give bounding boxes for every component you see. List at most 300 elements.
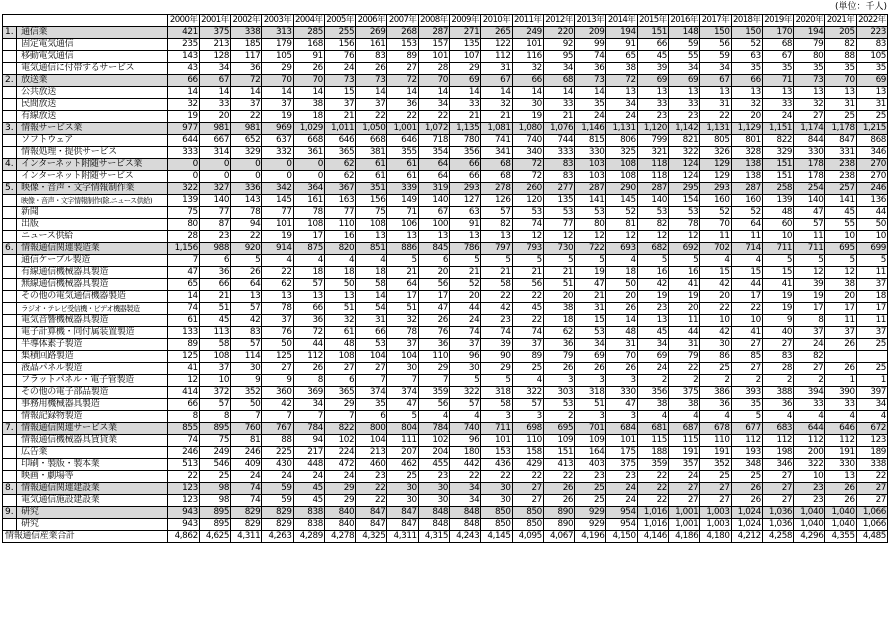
value-cell: 26 — [543, 363, 574, 375]
subcategory-row — [3, 135, 888, 147]
value-cell: 32 — [387, 315, 418, 327]
value-cell: 82 — [794, 351, 825, 363]
value-cell: 27 — [387, 63, 418, 75]
year-header: 2014年 — [607, 15, 636, 25]
value-cell: 442 — [450, 459, 481, 471]
value-cell: 112 — [762, 435, 793, 447]
value-cell: 50 — [324, 279, 355, 291]
value-cell: 29 — [262, 63, 293, 75]
row-number — [3, 51, 17, 63]
value-cell: 11 — [794, 231, 825, 243]
value-cell: 25 — [512, 363, 543, 375]
row-number — [3, 231, 17, 243]
value-cell: 333 — [543, 147, 574, 159]
value-cell: 20 — [450, 291, 481, 303]
value-cell: 18 — [293, 111, 324, 123]
value-cell: 30 — [387, 495, 418, 507]
value-cell: 277 — [543, 183, 574, 195]
value-cell: 26 — [825, 363, 856, 375]
value-cell: 118 — [637, 171, 668, 183]
value-cell: 126 — [481, 195, 512, 207]
value-cell: 108 — [356, 219, 387, 231]
value-cell: 88 — [262, 435, 293, 447]
value-cell: 21 — [199, 291, 230, 303]
value-cell: 24 — [606, 111, 637, 123]
value-cell: 42 — [700, 327, 731, 339]
value-cell: 112 — [293, 351, 324, 363]
value-cell: 57 — [231, 339, 262, 351]
value-cell: 59 — [700, 51, 731, 63]
value-cell: 1,001 — [387, 123, 418, 135]
value-cell: 13 — [606, 87, 637, 99]
value-cell: 4,355 — [825, 531, 856, 543]
value-cell: 78 — [387, 327, 418, 339]
value-cell: 22 — [481, 291, 512, 303]
value-cell: 72 — [606, 75, 637, 87]
value-cell: 102 — [418, 435, 449, 447]
value-cell: 81 — [231, 435, 262, 447]
value-cell: 83 — [543, 159, 574, 171]
value-cell: 24 — [606, 495, 637, 507]
value-cell: 10 — [199, 375, 230, 387]
value-cell: 127 — [450, 195, 481, 207]
row-label: 通信業 — [17, 27, 168, 39]
value-cell: 53 — [543, 207, 574, 219]
value-cell: 44 — [856, 207, 887, 219]
value-cell: 164 — [575, 447, 606, 459]
value-cell: 6 — [356, 411, 387, 423]
value-cell: 154 — [668, 195, 699, 207]
value-cell: 338 — [231, 27, 262, 39]
value-cell: 29 — [324, 483, 355, 495]
value-cell: 4,278 — [324, 531, 355, 543]
value-cell: 52 — [606, 207, 637, 219]
value-cell: 14 — [606, 315, 637, 327]
value-cell: 38 — [668, 399, 699, 411]
value-cell: 209 — [575, 27, 606, 39]
row-number — [3, 519, 17, 531]
value-cell: 4 — [731, 255, 762, 267]
row-number — [3, 39, 17, 51]
value-cell: 929 — [575, 519, 606, 531]
row-number — [3, 207, 17, 219]
value-cell: 333 — [168, 147, 199, 159]
value-cell: 33 — [762, 99, 793, 111]
value-cell: 19 — [637, 291, 668, 303]
subcategory-row — [3, 519, 888, 531]
value-cell: 0 — [293, 171, 324, 183]
value-cell: 108 — [293, 219, 324, 231]
value-cell: 56 — [512, 279, 543, 291]
value-cell: 47 — [794, 207, 825, 219]
value-cell: 1,016 — [637, 519, 668, 531]
value-cell: 16 — [637, 267, 668, 279]
value-cell: 24 — [794, 339, 825, 351]
year-header: 2010年 — [482, 15, 511, 25]
value-cell: 805 — [700, 135, 731, 147]
value-cell: 730 — [543, 243, 574, 255]
value-cell: 30 — [481, 495, 512, 507]
value-cell: 339 — [387, 183, 418, 195]
value-cell: 27 — [356, 363, 387, 375]
value-cell: 191 — [668, 447, 699, 459]
value-cell: 39 — [794, 279, 825, 291]
value-cell: 26 — [293, 363, 324, 375]
value-cell: 329 — [231, 147, 262, 159]
value-cell: 18 — [543, 315, 574, 327]
value-cell: 829 — [262, 519, 293, 531]
value-cell: 13 — [731, 87, 762, 99]
value-cell: 33 — [450, 99, 481, 111]
subcategory-row — [3, 363, 888, 375]
value-cell: 4,212 — [731, 531, 762, 543]
value-cell: 981 — [199, 123, 230, 135]
value-cell: 77 — [262, 207, 293, 219]
subcategory-row — [3, 87, 888, 99]
value-cell: 53 — [512, 207, 543, 219]
subcategory-row — [3, 147, 888, 159]
value-cell: 15 — [731, 267, 762, 279]
value-cell: 1,080 — [512, 123, 543, 135]
value-cell: 513 — [168, 459, 199, 471]
value-cell: 74 — [231, 495, 262, 507]
value-cell: 11 — [856, 267, 887, 279]
value-cell: 1,131 — [700, 123, 731, 135]
row-label: 公共放送 — [17, 87, 168, 99]
value-cell: 28 — [762, 363, 793, 375]
row-number — [3, 255, 17, 267]
value-cell: 31 — [481, 63, 512, 75]
value-cell: 4 — [356, 255, 387, 267]
value-cell: 45 — [512, 303, 543, 315]
value-cell: 0 — [262, 159, 293, 171]
value-cell: 19 — [262, 111, 293, 123]
value-cell: 9 — [231, 375, 262, 387]
value-cell: 13 — [324, 291, 355, 303]
value-cell: 112 — [731, 435, 762, 447]
value-cell: 403 — [575, 459, 606, 471]
value-cell: 21 — [450, 267, 481, 279]
value-cell: 293 — [700, 183, 731, 195]
value-cell: 45 — [199, 315, 230, 327]
value-cell: 47 — [606, 399, 637, 411]
value-cell: 72 — [387, 75, 418, 87]
value-cell: 13 — [825, 87, 856, 99]
value-cell: 393 — [731, 387, 762, 399]
value-cell: 74 — [575, 51, 606, 63]
value-cell: 29 — [481, 363, 512, 375]
value-cell: 5 — [481, 375, 512, 387]
value-cell: 287 — [637, 183, 668, 195]
value-cell: 4,180 — [700, 531, 731, 543]
row-label: 情報通信機械器具賃貸業 — [17, 435, 168, 447]
value-cell: 4 — [794, 411, 825, 423]
value-cell: 43 — [168, 63, 199, 75]
value-cell: 47 — [418, 303, 449, 315]
value-cell: 460 — [356, 459, 387, 471]
subcategory-row — [3, 387, 888, 399]
value-cell: 89 — [387, 51, 418, 63]
value-cell: 57 — [293, 279, 324, 291]
value-cell: 850 — [481, 507, 512, 519]
value-cell: 178 — [794, 171, 825, 183]
row-label: その他の電子部品製造 — [17, 387, 168, 399]
value-cell: 295 — [668, 183, 699, 195]
value-cell: 205 — [825, 27, 856, 39]
value-cell: 314 — [199, 147, 230, 159]
value-cell: 914 — [262, 243, 293, 255]
value-cell: 13 — [481, 231, 512, 243]
value-cell: 37 — [262, 315, 293, 327]
value-cell: 17 — [387, 291, 418, 303]
value-cell: 105 — [262, 51, 293, 63]
year-header: 2003年 — [263, 15, 292, 25]
value-cell: 9 — [262, 375, 293, 387]
value-cell: 53 — [668, 207, 699, 219]
value-cell: 104 — [356, 351, 387, 363]
value-cell: 390 — [825, 387, 856, 399]
row-number — [3, 411, 17, 423]
value-cell: 37 — [856, 279, 887, 291]
row-label: 広告業 — [17, 447, 168, 459]
value-cell: 5 — [856, 255, 887, 267]
value-cell: 36 — [418, 339, 449, 351]
value-cell: 388 — [762, 387, 793, 399]
value-cell: 26 — [418, 315, 449, 327]
value-cell: 78 — [668, 219, 699, 231]
value-cell: 7 — [293, 411, 324, 423]
value-cell: 64 — [231, 279, 262, 291]
value-cell: 9 — [762, 315, 793, 327]
year-header: 2006年 — [357, 15, 386, 25]
value-cell: 125 — [168, 351, 199, 363]
row-number — [3, 447, 17, 459]
value-cell: 740 — [512, 135, 543, 147]
value-cell: 822 — [324, 423, 355, 435]
value-cell: 96 — [450, 351, 481, 363]
value-cell: 61 — [387, 159, 418, 171]
value-cell: 701 — [575, 423, 606, 435]
value-cell: 50 — [606, 279, 637, 291]
value-cell: 163 — [324, 195, 355, 207]
row-label: その他の電気通信機器製造 — [17, 291, 168, 303]
value-cell: 78 — [293, 207, 324, 219]
row-number: 2. — [3, 75, 17, 87]
value-cell: 34 — [450, 483, 481, 495]
value-cell: 30 — [700, 339, 731, 351]
value-cell: 365 — [324, 147, 355, 159]
value-cell: 285 — [293, 27, 324, 39]
value-cell: 115 — [637, 435, 668, 447]
row-label: 映像・音声・文字情報制作業 — [17, 183, 168, 195]
value-cell: 20 — [700, 291, 731, 303]
value-cell: 140 — [637, 195, 668, 207]
value-cell: 804 — [387, 423, 418, 435]
row-label: 情報処理・提供サービス — [17, 147, 168, 159]
value-cell: 352 — [231, 387, 262, 399]
value-cell: 27 — [731, 363, 762, 375]
value-cell: 145 — [262, 195, 293, 207]
value-cell: 19 — [762, 303, 793, 315]
value-cell: 72 — [512, 171, 543, 183]
value-cell: 10 — [762, 231, 793, 243]
value-cell: 22 — [512, 291, 543, 303]
value-cell: 107 — [450, 51, 481, 63]
value-cell: 22 — [512, 471, 543, 483]
value-cell: 110 — [418, 351, 449, 363]
value-cell: 27 — [856, 495, 887, 507]
value-cell: 47 — [575, 279, 606, 291]
value-cell: 21 — [543, 267, 574, 279]
value-cell: 83 — [762, 351, 793, 363]
value-cell: 68 — [481, 159, 512, 171]
value-cell: 23 — [637, 111, 668, 123]
value-cell: 740 — [450, 423, 481, 435]
value-cell: 1,029 — [293, 123, 324, 135]
value-cell: 41 — [762, 279, 793, 291]
value-cell: 34 — [199, 63, 230, 75]
value-cell: 36 — [543, 339, 574, 351]
row-number — [3, 99, 17, 111]
value-cell: 1,040 — [825, 507, 856, 519]
value-cell: 90 — [481, 351, 512, 363]
row-label: ソフトウェア — [17, 135, 168, 147]
value-cell: 57 — [481, 207, 512, 219]
value-cell: 124 — [668, 159, 699, 171]
value-cell: 83 — [356, 51, 387, 63]
value-cell: 22 — [450, 471, 481, 483]
value-cell: 30 — [231, 363, 262, 375]
value-cell: 954 — [606, 519, 637, 531]
value-cell: 108 — [199, 351, 230, 363]
value-cell: 41 — [668, 279, 699, 291]
value-cell: 24 — [324, 63, 355, 75]
value-cell: 224 — [324, 447, 355, 459]
value-cell: 27 — [668, 483, 699, 495]
value-cell: 698 — [512, 423, 543, 435]
value-cell: 55 — [825, 219, 856, 231]
value-cell: 1,040 — [794, 507, 825, 519]
subcategory-row — [3, 459, 888, 471]
value-cell: 920 — [231, 243, 262, 255]
value-cell: 850 — [481, 519, 512, 531]
value-cell: 141 — [825, 195, 856, 207]
value-cell: 223 — [856, 27, 887, 39]
value-cell: 53 — [543, 399, 574, 411]
value-cell: 4,196 — [575, 531, 606, 543]
value-cell: 3 — [606, 375, 637, 387]
row-label: 電気通信に付帯するサービス — [17, 63, 168, 75]
value-cell: 448 — [293, 459, 324, 471]
category-row — [3, 27, 888, 39]
value-cell: 26 — [825, 495, 856, 507]
value-cell: 36 — [387, 99, 418, 111]
value-cell: 4 — [512, 375, 543, 387]
value-cell: 22 — [387, 111, 418, 123]
value-cell: 44 — [668, 327, 699, 339]
value-cell: 943 — [168, 507, 199, 519]
value-cell: 26 — [825, 483, 856, 495]
value-cell: 13 — [637, 87, 668, 99]
value-cell: 151 — [637, 27, 668, 39]
value-cell: 847 — [356, 507, 387, 519]
value-cell: 13 — [293, 291, 324, 303]
value-cell: 32 — [512, 63, 543, 75]
value-cell: 135 — [450, 39, 481, 51]
value-cell: 24 — [668, 471, 699, 483]
row-label: ラジオ・テレビ受信機・ビデオ機器製造 — [17, 303, 168, 315]
value-cell: 94 — [293, 435, 324, 447]
value-cell: 1,003 — [700, 519, 731, 531]
value-cell: 32 — [168, 99, 199, 111]
value-cell: 847 — [825, 135, 856, 147]
row-number: 8. — [3, 483, 17, 495]
year-header: 2018年 — [732, 15, 761, 25]
value-cell: 74 — [168, 435, 199, 447]
value-cell: 61 — [168, 315, 199, 327]
value-cell: 204 — [418, 447, 449, 459]
value-cell: 74 — [481, 327, 512, 339]
value-cell: 45 — [293, 483, 324, 495]
value-cell: 189 — [856, 447, 887, 459]
value-cell: 20 — [731, 111, 762, 123]
value-cell: 50 — [262, 339, 293, 351]
value-cell: 57 — [199, 399, 230, 411]
value-cell: 66 — [168, 399, 199, 411]
value-cell: 110 — [512, 435, 543, 447]
value-cell: 74 — [512, 327, 543, 339]
value-cell: 12 — [637, 231, 668, 243]
value-cell: 20 — [543, 291, 574, 303]
value-cell: 115 — [668, 435, 699, 447]
value-cell: 4,146 — [637, 531, 668, 543]
value-cell: 17 — [731, 291, 762, 303]
value-cell: 797 — [481, 243, 512, 255]
value-cell: 74 — [450, 327, 481, 339]
value-cell: 17 — [825, 303, 856, 315]
value-cell: 829 — [262, 507, 293, 519]
value-cell: 455 — [418, 459, 449, 471]
value-cell: 11 — [668, 315, 699, 327]
subcategory-row — [3, 327, 888, 339]
value-cell: 895 — [199, 423, 230, 435]
value-cell: 168 — [293, 39, 324, 51]
value-cell: 89 — [512, 351, 543, 363]
year-header: 2008年 — [420, 15, 448, 25]
value-cell: 98 — [199, 495, 230, 507]
value-cell: 1 — [856, 375, 887, 387]
value-cell: 890 — [543, 507, 574, 519]
subcategory-row — [3, 195, 888, 207]
value-cell: 246 — [856, 183, 887, 195]
value-cell: 37 — [324, 99, 355, 111]
value-cell: 3 — [512, 411, 543, 423]
value-cell: 14 — [543, 87, 574, 99]
value-cell: 375 — [668, 387, 699, 399]
value-cell: 741 — [481, 135, 512, 147]
value-cell: 55 — [668, 51, 699, 63]
value-cell: 1,072 — [418, 123, 449, 135]
value-cell: 65 — [606, 51, 637, 63]
value-cell: 8 — [168, 411, 199, 423]
value-cell: 21 — [481, 267, 512, 279]
value-cell: 367 — [324, 183, 355, 195]
value-cell: 66 — [199, 279, 230, 291]
value-cell: 249 — [199, 447, 230, 459]
value-cell: 23 — [575, 471, 606, 483]
value-cell: 981 — [231, 123, 262, 135]
value-cell: 646 — [825, 423, 856, 435]
